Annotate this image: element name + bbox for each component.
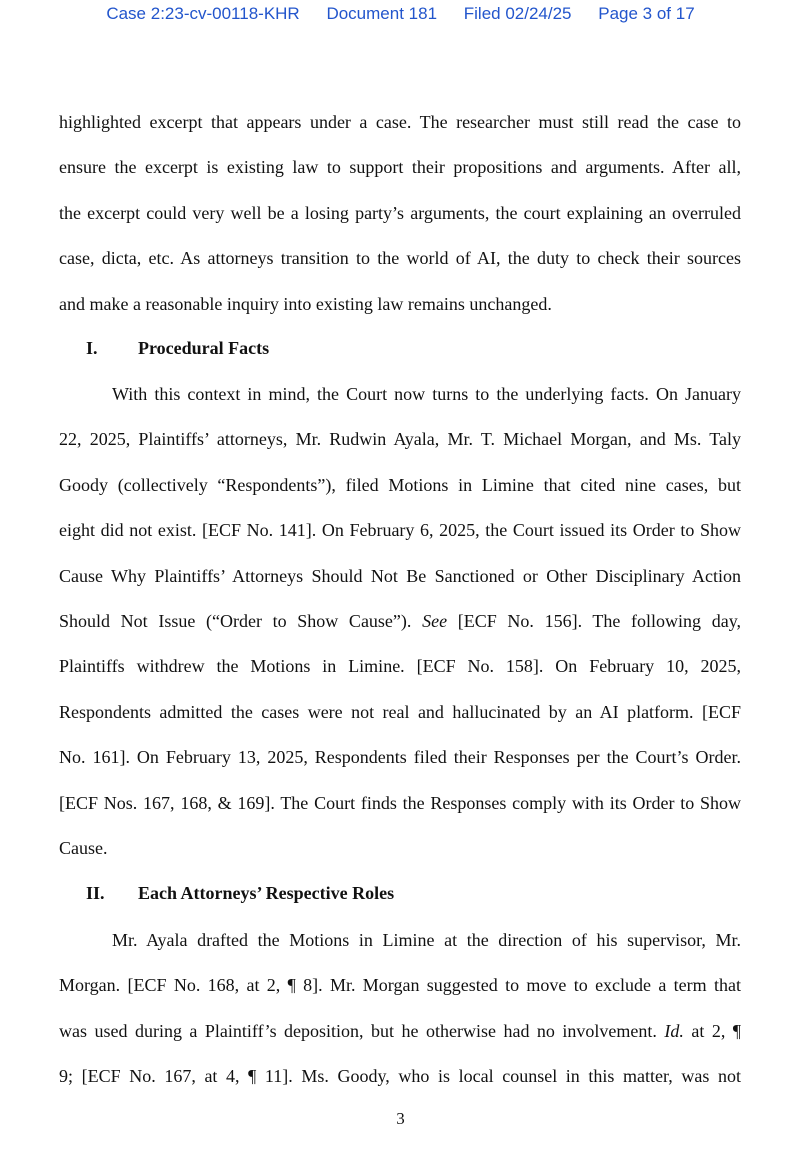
header-filed-date: Filed 02/24/25 <box>463 4 572 23</box>
paragraph-procedural-facts <box>59 372 741 871</box>
text-line: case, dicta, etc. As attorneys transition to the world of AI, the duty to check their sources <box>59 248 741 269</box>
header-case-number: Case 2:23-cv-00118-KHR <box>106 4 300 23</box>
text-line: and make a reasonable inquiry into existing law remains unchanged. <box>59 293 552 314</box>
text-run: [ECF No. 156]. The following day, <box>457 611 742 632</box>
section-title: Procedural Facts <box>138 338 270 358</box>
text-line: the excerpt could very well be a losing party’s arguments, the court explaining an overruled <box>59 202 741 223</box>
text-line: Morgan. [ECF No. 168, at 2, ¶ 8]. Mr. Morgan suggested to move to exclude a term that <box>59 975 741 996</box>
header-document-number: Document 181 <box>326 4 438 23</box>
section-heading-attorney-roles <box>86 883 394 904</box>
text-run: Should Not Issue (“Order to Show Cause”). <box>59 611 412 632</box>
text-run: at 2, ¶ <box>691 1020 741 1041</box>
text-line: With this context in mind, the Court now turns to the underlying facts. On January <box>112 384 741 404</box>
text-line: Cause Why Plaintiffs’ Attorneys Should Not Be Sanctioned or Other Disciplinary Action <box>59 565 741 586</box>
text-line: Plaintiffs withdrew the Motions in Limine. [ECF No. 158]. On February 10, 2025, <box>59 656 741 677</box>
text-line: Respondents admitted the cases were not real and hallucinated by an AI platform. [ECF <box>59 701 741 722</box>
text-line <box>59 1009 741 1054</box>
text-line: No. 161]. On February 13, 2025, Respondents filed their Responses per the Court’s Order. <box>59 747 741 768</box>
section-number: I. <box>86 338 98 358</box>
citation-signal-see: See <box>422 611 448 632</box>
citation-id: Id. <box>664 1020 684 1041</box>
text-line: ensure the excerpt is existing law to support their propositions and arguments. After all, <box>59 157 741 178</box>
text-line: eight did not exist. [ECF No. 141]. On February 6, 2025, the Court issued its Order to Show <box>59 520 741 541</box>
paragraph-attorney-roles <box>59 918 741 1100</box>
text-line: highlighted excerpt that appears under a case. The researcher must still read the case to <box>59 112 741 132</box>
text-run: was used during a Plaintiff’s deposition, but he otherwise had no involvement. <box>59 1020 657 1041</box>
page-number: 3 <box>396 1109 405 1128</box>
section-title: Each Attorneys’ Respective Roles <box>138 883 395 903</box>
section-heading-procedural-facts <box>86 338 269 359</box>
text-line <box>59 599 741 644</box>
header-page-count: Page 3 of 17 <box>598 4 695 23</box>
text-line: [ECF Nos. 167, 168, & 169]. The Court finds the Responses comply with its Order to Show <box>59 792 741 813</box>
text-line: Mr. Ayala drafted the Motions in Limine at the direction of his supervisor, Mr. <box>112 930 741 950</box>
paragraph-excerpt-duty <box>59 100 741 327</box>
text-line: 9; [ECF No. 167, at 4, ¶ 11]. Ms. Goody, who is local counsel in this matter, was not <box>59 1066 741 1087</box>
section-number: II. <box>86 883 105 903</box>
text-line: 22, 2025, Plaintiffs’ attorneys, Mr. Rudwin Ayala, Mr. T. Michael Morgan, and Ms. Taly <box>59 429 741 450</box>
text-line: Goody (collectively “Respondents”), filed Motions in Limine that cited nine cases, but <box>59 474 741 495</box>
ecf-header <box>0 4 801 24</box>
text-line: Cause. <box>59 838 108 859</box>
